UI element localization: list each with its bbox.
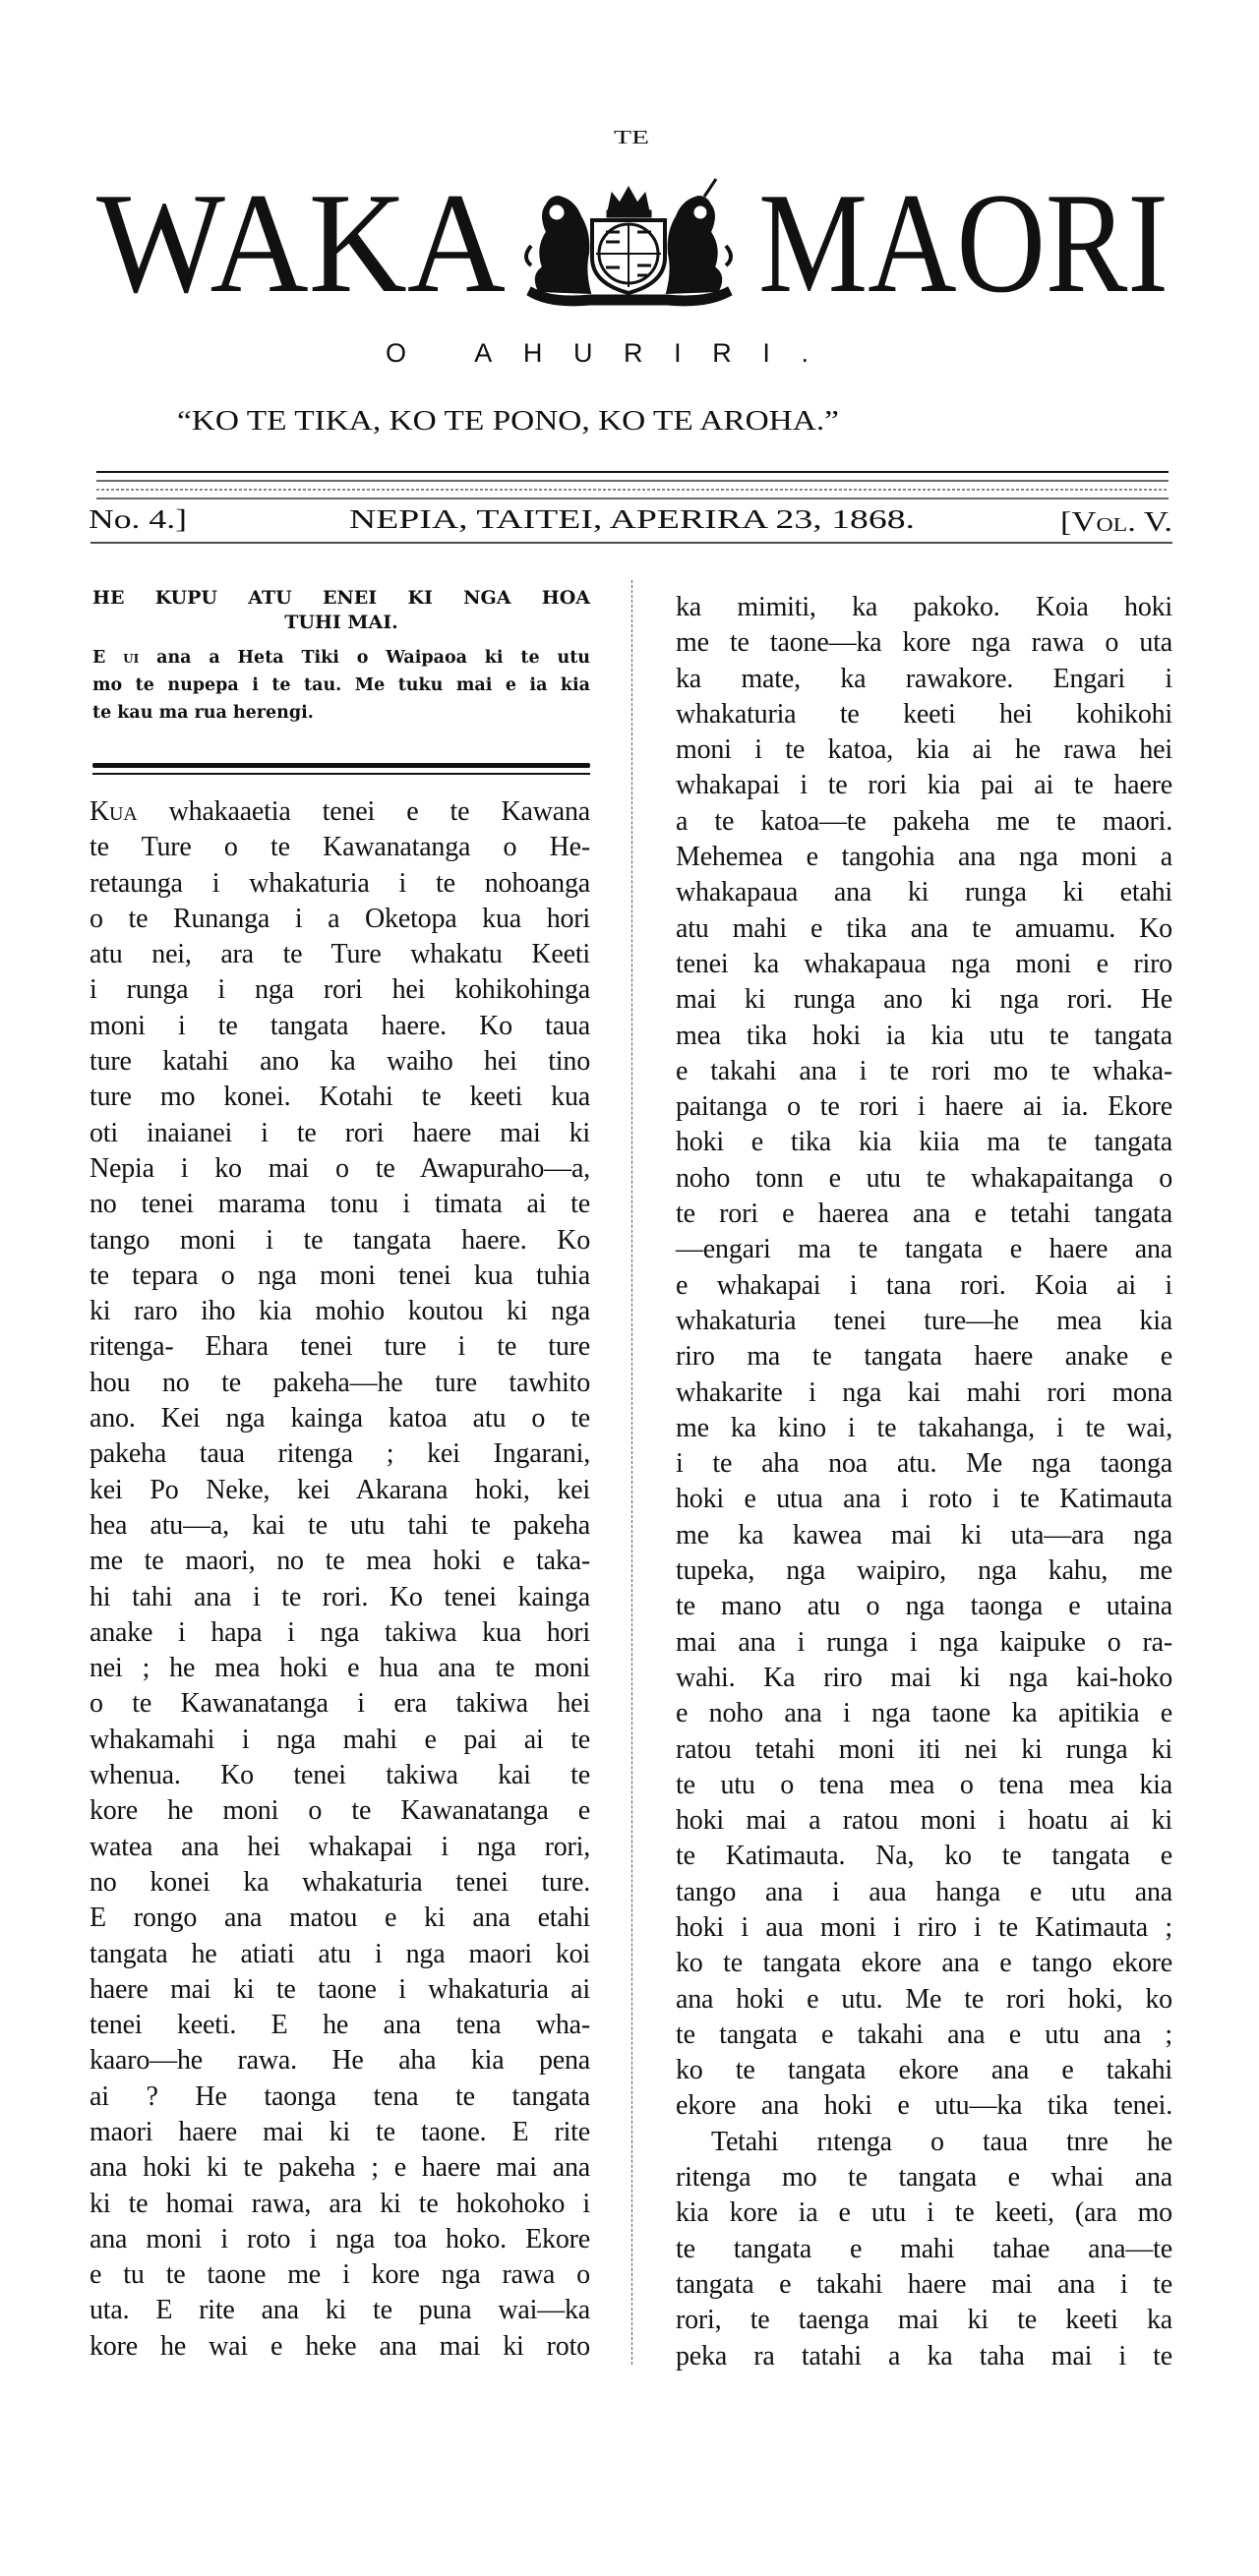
article-text-line: Tetahi rıtenga o taua tnre he bbox=[711, 2126, 1172, 2157]
article-text-line: a te katoa—te pakeha me te maori. bbox=[676, 805, 1172, 837]
article-text-line: te utu o tena mea o tena mea kia bbox=[676, 1769, 1172, 1800]
dateline: NEPIA, TAITEI, APERIRA 23, 1868. bbox=[349, 504, 915, 534]
article-text-line: ki te homai rawa, ara ki te hokohoko i bbox=[90, 2188, 590, 2219]
article-text-line: ka mimiti, ka pakoko. Koia hoki bbox=[676, 592, 1172, 622]
article-text-line: retaunga i whakaturia i te nohoanga bbox=[90, 867, 590, 899]
article-text-line: tupeka, nga waipiro, nga kahu, me bbox=[676, 1555, 1172, 1587]
article-text-line: wahi. Ka riro mai ki nga kai-hoko bbox=[676, 1662, 1172, 1693]
issue-number: No. 4.] bbox=[89, 504, 187, 534]
notice-line: mo te nupepa i te tau. Me tuku mai e ia kia bbox=[92, 675, 590, 695]
article-text-line: noho tonn e utu te whakapaitanga o bbox=[676, 1162, 1172, 1194]
article-text-line: te mano atu o nga taonga e utaina bbox=[676, 1591, 1172, 1622]
article-text-line: ana moni i roto i nga toa hoko. Ekore bbox=[90, 2223, 590, 2254]
article-text-line: i te aha noa atu. Me nga taonga bbox=[676, 1448, 1172, 1480]
article-text-line: te tangata e mahi tahae ana—te bbox=[676, 2233, 1172, 2264]
article-text-line: uta. E rite ana ki te puna wai—ka bbox=[90, 2295, 590, 2326]
article-text-line: ritenga- Ehara tenei ture i te ture bbox=[90, 1331, 590, 1363]
article-text-line: hoki i aua moni i riro i te Katimauta ; bbox=[676, 1911, 1172, 1943]
article-text-line: Nepia i ko mai o te Awapuraho—a, bbox=[90, 1152, 590, 1184]
article-text-line: kaaro—he rawa. He aha kia pena bbox=[90, 2045, 590, 2077]
article-text-line: te Katimauta. Na, ko te tangata e bbox=[676, 1841, 1172, 1872]
article-text-line: e takahi ana i te rori mo te whaka- bbox=[676, 1055, 1172, 1086]
article-text-line: anake i hapa i nga takiwa kua hori bbox=[90, 1616, 590, 1648]
article-text-line: tango moni i te tangata haere. Ko bbox=[90, 1224, 590, 1256]
article-lead: Kua bbox=[90, 796, 138, 827]
article-text-line: ko te tangata ekore ana e takahi bbox=[676, 2055, 1172, 2086]
masthead-subtitle: O AHURIRI. bbox=[386, 338, 809, 368]
article-text-line: te Ture o te Kawanatanga o He- bbox=[90, 832, 590, 863]
article-text-line: ekore ana hoki e utu—ka tika tenei. bbox=[676, 2090, 1172, 2122]
notice-body bbox=[92, 644, 590, 727]
masthead-motto: “KO TE TIKA, KO TE PONO, KO TE AROHA.” bbox=[177, 405, 839, 437]
article-text-line: me ka kawea mai ki uta—ara nga bbox=[676, 1519, 1172, 1551]
article-text-line: ana hoki e utu. Me te rori hoki, ko bbox=[676, 1983, 1172, 2015]
article-text-line: moni i te tangata haere. Ko taua bbox=[90, 1010, 590, 1041]
article-column-right bbox=[676, 590, 1172, 2374]
article-text-line: moni i te katoa, kia ai he rawa hei bbox=[676, 734, 1172, 766]
column-divider bbox=[631, 580, 633, 2365]
article-text-line: peka ra tatahi a ka taha mai i te bbox=[676, 2340, 1172, 2371]
article-text-line: rori, te taenga mai ki te keeti ka bbox=[676, 2305, 1172, 2336]
masthead bbox=[0, 0, 1259, 551]
article-text-line: whakarite i nga kai mahi rori mona bbox=[676, 1376, 1172, 1408]
article-first-line-rest: whakaaetia tenei e te Kawana bbox=[137, 796, 590, 827]
article-text-line: whakapaua ana ki runga ki etahi bbox=[676, 877, 1172, 908]
article-text-line: E rongo ana matou e ki ana etahi bbox=[90, 1903, 590, 1934]
notice-heading-line2: TUHI MAI. bbox=[284, 612, 398, 633]
notice-line: te kau ma rua herengi. bbox=[92, 703, 314, 723]
article-text-line: whenua. Ko tenei takiwa kai te bbox=[90, 1760, 590, 1791]
article-text-line: oti inaianei i te rori haere mai ki bbox=[90, 1117, 590, 1148]
article-text-line: ano. Kei nga kainga katoa atu o te bbox=[90, 1403, 590, 1434]
notice-to-correspondents bbox=[92, 586, 590, 727]
article-text-line: kei Po Neke, kei Akarana hoki, kei bbox=[90, 1474, 590, 1505]
article-text-line: mai ki runga ano ki nga rori. He bbox=[676, 984, 1172, 1016]
article-text-line: te rori e haerea ana e tetahi tangata bbox=[676, 1199, 1172, 1230]
article-text-line: me ka kino i te takahanga, i te wai, bbox=[676, 1412, 1172, 1443]
article-text-line: kia kore ia e utu i te keeti, (ara mo bbox=[676, 2197, 1172, 2229]
article-column-left bbox=[90, 794, 590, 2365]
article-text-line: no konei ka whakaturia tenei ture. bbox=[90, 1866, 590, 1898]
article-text-line: maori haere mai ki te taone. E rite bbox=[90, 2116, 590, 2147]
article-text-line: ko te tangata ekore ana e tango ekore bbox=[676, 1948, 1172, 1979]
article-text-line: riro ma te tangata haere anake e bbox=[676, 1341, 1172, 1373]
article-text-line: whakamahi i nga mahi e pai ai te bbox=[90, 1724, 590, 1755]
notice-heading-line1: HE KUPU ATU ENEI KI NGA HOA bbox=[92, 587, 590, 609]
article-first-line bbox=[90, 794, 590, 830]
article-text-line: whakaturia tenei ture—he mea kia bbox=[676, 1305, 1172, 1336]
article-text-line: mai ana i runga i nga kaipuke o ra- bbox=[676, 1626, 1172, 1658]
article-text-line: whakapai i te rori kia pai ai te haere bbox=[676, 770, 1172, 801]
article-text-line: ka mate, ka rawakore. Engari i bbox=[676, 663, 1172, 694]
masthead-te: TE bbox=[614, 127, 649, 148]
notice-rule-thin bbox=[92, 773, 590, 775]
article-text-line: mea tika hoki ia kia utu te tangata bbox=[676, 1020, 1172, 1051]
article-text-line: i runga i nga rori hei kohikohinga bbox=[90, 974, 590, 1006]
article-text-line: whakaturia te keeti hei kohikohi bbox=[676, 698, 1172, 730]
article-text-line: no tenei marama tonu i timata ai te bbox=[90, 1189, 590, 1220]
masthead-title-maori: MAORI bbox=[758, 163, 1169, 322]
article-text-line: ai ? He taonga tena te tangata bbox=[90, 2080, 590, 2112]
article-text-line: hea atu—a, kai te utu tahi te pakeha bbox=[90, 1509, 590, 1541]
article-text-line: me te maori, no te mea hoki e taka- bbox=[90, 1546, 590, 1577]
article-text-line: me te taone—ka kore nga rawa o uta bbox=[676, 627, 1172, 659]
article-text-line: tenei keeti. E he ana tena wha- bbox=[90, 2010, 590, 2041]
article-text-line: tangata he atiati atu i nga maori koi bbox=[90, 1938, 590, 1969]
article-text-line: ritenga mo te tangata e whai ana bbox=[676, 2162, 1172, 2194]
article-text-line: atu mahi e tika ana te amuamu. Ko bbox=[676, 912, 1172, 944]
notice-line bbox=[92, 644, 590, 672]
article-text-line: paitanga o te rori i haere ai ia. Ekore bbox=[676, 1091, 1172, 1123]
article-text-line: hoki e tika kia kiia ma te tangata bbox=[676, 1127, 1172, 1158]
notice-line-rest: ana a Heta Tiki o Waipaoa ki te utu bbox=[139, 648, 590, 668]
notice-lead: E ui bbox=[92, 648, 140, 668]
notice-rule-thick bbox=[92, 763, 590, 768]
article-text-line: atu nei, ara te Ture whakatu Keeti bbox=[90, 939, 590, 970]
article-text-line: e noho ana i nga taone ka apitikia e bbox=[676, 1698, 1172, 1729]
article-text-line: ture mo konei. Kotahi te keeti kua bbox=[90, 1082, 590, 1113]
article-text-line: haere mai ki te taone i whakaturia ai bbox=[90, 1973, 590, 2005]
article-text-line: hi tahi ana i te rori. Ko tenei kainga bbox=[90, 1581, 590, 1612]
article-text-line: hoki e utua ana i roto i te Katimauta bbox=[676, 1484, 1172, 1515]
article-text-line: te tepara o nga moni tenei kua tuhia bbox=[90, 1259, 590, 1291]
volume-number: [Vol. V. bbox=[1060, 506, 1172, 538]
article-text-line: o te Kawanatanga i era takiwa hei bbox=[90, 1688, 590, 1720]
article-text-line: ki raro iho kia mohio koutou ki nga bbox=[90, 1296, 590, 1327]
royal-coat-of-arms-icon bbox=[526, 179, 732, 306]
article-text-line: nei ; he mea hoki e hua ana te moni bbox=[90, 1653, 590, 1684]
article-text-line: o te Runanga i a Oketopa kua hori bbox=[90, 903, 590, 934]
article-text-line: tenei ka whakapaua nga moni e riro bbox=[676, 948, 1172, 979]
masthead-title-waka: WAKA bbox=[96, 163, 506, 322]
article-text-line: ratou tetahi moni iti nei ki runga ki bbox=[676, 1733, 1172, 1765]
article-text-line: —engari ma te tangata e haere ana bbox=[676, 1234, 1172, 1265]
article-text-line: e whakapai i tana rori. Koia ai i bbox=[676, 1269, 1172, 1301]
article-text-line: tangata e takahi haere mai ana i te bbox=[676, 2268, 1172, 2300]
article-text-line: kore he moni o te Kawanatanga e bbox=[90, 1795, 590, 1827]
article-text-line: kore he wai e heke ana mai ki roto bbox=[90, 2330, 590, 2362]
article-text-line: ana hoki ki te pakeha ; e haere mai ana bbox=[90, 2152, 590, 2184]
article-text-line: tango ana i aua hanga e utu ana bbox=[676, 1876, 1172, 1907]
article-text-line: Mehemea e tangohia ana nga moni a bbox=[676, 842, 1172, 873]
article-text-line: watea ana hei whakapai i nga rori, bbox=[90, 1831, 590, 1862]
article-text-line: te tangata e takahi ana e utu ana ; bbox=[676, 2019, 1172, 2050]
article-text-line: hou no te pakeha—he ture tawhito bbox=[90, 1367, 590, 1398]
article-text-line: ture katahi ano ka waiho hei tino bbox=[90, 1046, 590, 1078]
article-text-line: pakeha taua ritenga ; kei Ingarani, bbox=[90, 1438, 590, 1470]
article-text-line: hoki mai a ratou moni i hoatu ai ki bbox=[676, 1805, 1172, 1837]
article-text-line: e tu te taone me i kore nga rawa o bbox=[90, 2259, 590, 2291]
